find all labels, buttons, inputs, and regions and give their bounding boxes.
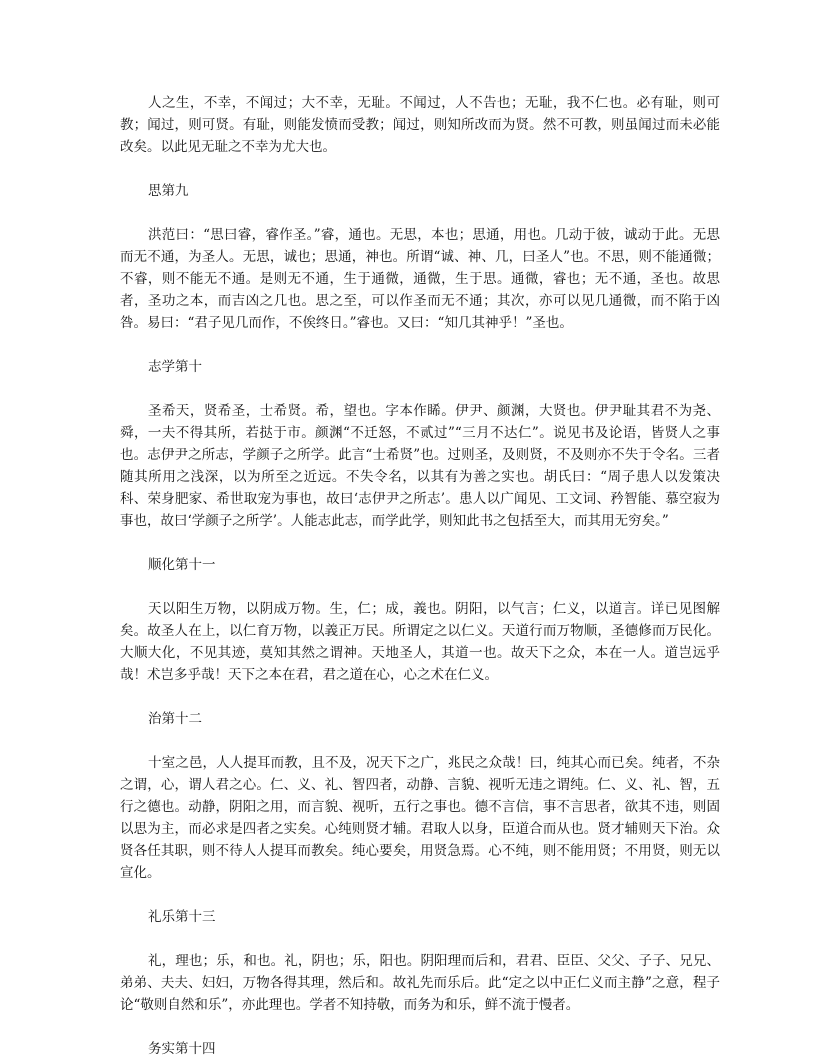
paragraph-si: 洪范曰：“思曰睿，睿作圣。”睿，通也。无思，本也；思通，用也。几动于彼，诚动于此。无思而无不通，为圣人。无思，诚也；思通，神也。所谓“诚、神、几，曰圣人”也。不思，则不能通微；不睿，则不能无不通。是则无不通，生于通微，通微，生于思。通微，睿也；无不通，圣也。故思者，圣功之本，而吉凶之几也。思之至，可以作圣而无不通；其次，亦可以见几通微，而不陷于凶咎。易曰：“君子见几而作，不俟终日。”睿也。又曰：“知几其神乎！”圣也。	[120, 227, 720, 331]
paragraph-liyue: 礼，理也；乐，和也。礼，阴也；乐，阳也。阴阳理而后和，君君、臣臣、父父、子子、兄兄、弟弟、夫夫、妇妇，万物各得其理，然后和。故礼先而乐后。此“定之以中正仁义而主静”之意，程子论“敬则自然和乐”，亦此理也。学者不知持敬，而务为和乐，鲜不流于慢者。	[120, 953, 720, 1013]
heading-si: 思第九	[148, 183, 189, 199]
heading-liyue: 礼乐第十三	[148, 909, 216, 925]
paragraph-intro: 人之生，不幸，不闻过；大不幸，无耻。不闻过，人不告也；无耻，我不仁也。必有耻，则可教；闻过，则可贤。有耻，则能发愤而受教；闻过，则知所改而为贤。然不可教，则虽闻过而未必能改矣。以此见无耻之不幸为尤大也。	[120, 95, 720, 155]
heading-wushi: 务实第十四	[148, 1041, 216, 1057]
paragraph-zhixue: 圣希天，贤希圣，士希贤。希，望也。字本作睎。伊尹、颜渊，大贤也。伊尹耻其君不为尧、舜，一夫不得其所，若挞于市。颜渊“不迁怒，不贰过”“三月不达仁”。说见书及论语，皆贤人之事也。志伊尹之所志，学颜子之所学。此言“士希贤”也。过则圣，及则贤，不及则亦不失于令名。三者随其所用之浅深，以为所至之近远。不失令名，以其有为善之实也。胡氏曰：“周子患人以发策决科、荣身肥家、希世取宠为事也，故曰‘志伊尹之所志’。患人以广闻见、工文词、矜智能、慕空寂为事也，故曰‘学颜子之所学’。人能志此志，而学此学，则知此书之包括至大，而其用无穷矣。”	[120, 403, 720, 529]
heading-zhi: 治第十二	[148, 711, 202, 727]
heading-shunhua: 顺化第十一	[148, 557, 216, 573]
paragraph-zhi: 十室之邑，人人提耳而教，且不及，况天下之广，兆民之众哉！曰，纯其心而已矣。纯者，不杂之谓，心，谓人君之心。仁、义、礼、智四者，动静、言貌、视听无违之谓纯。仁、义、礼、智，五行之德也。动静，阴阳之用，而言貌、视听，五行之事也。德不言信，事不言思者，欲其不违，则固以思为主，而必求是四者之实矣。心纯则贤才辅。君取人以身，臣道合而从也。贤才辅则天下治。众贤各任其职，则不待人人提耳而教矣。纯心要矣，用贤急焉。心不纯，则不能用贤；不用贤，则无以宣化。	[120, 755, 720, 881]
heading-zhixue: 志学第十	[148, 359, 202, 375]
paragraph-shunhua: 天以阳生万物，以阴成万物。生，仁；成，義也。阴阳，以气言；仁义，以道言。详已见图解矣。故圣人在上，以仁育万物，以義正万民。所谓定之以仁义。天道行而万物顺，圣德修而万民化。大顺大化，不见其迹，莫知其然之谓神。天地圣人，其道一也。故天下之众，本在一人。道岂远乎哉！术岂多乎哉！天下之本在君，君之道在心，心之术在仁义。	[120, 601, 720, 683]
